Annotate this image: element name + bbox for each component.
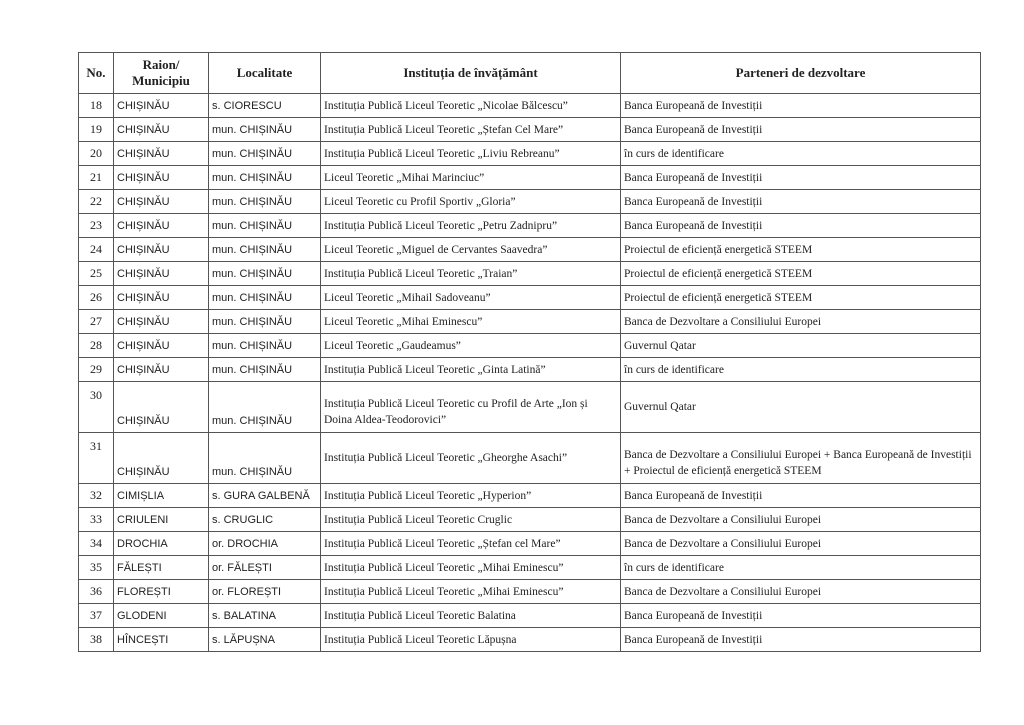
- cell-parteneri: Banca Europeană de Investiții: [621, 214, 981, 238]
- cell-no: 25: [79, 262, 114, 286]
- cell-institutia: Instituția Publică Liceul Teoretic „Traian”: [321, 262, 621, 286]
- cell-no: 37: [79, 604, 114, 628]
- cell-institutia: Liceul Teoretic cu Profil Sportiv „Gloria”: [321, 190, 621, 214]
- cell-localitate: mun. CHIȘINĂU: [209, 238, 321, 262]
- cell-localitate: mun. CHIȘINĂU: [209, 190, 321, 214]
- cell-raion: CHIȘINĂU: [114, 142, 209, 166]
- cell-institutia: Instituția Publică Liceul Teoretic „Hyperion”: [321, 484, 621, 508]
- cell-parteneri: Banca de Dezvoltare a Consiliului Europei: [621, 532, 981, 556]
- cell-localitate: mun. CHIȘINĂU: [209, 286, 321, 310]
- table-row: [79, 238, 981, 262]
- schools-table: [78, 52, 981, 652]
- cell-raion: CHIȘINĂU: [114, 382, 209, 433]
- cell-raion: CHIȘINĂU: [114, 190, 209, 214]
- cell-parteneri: Banca Europeană de Investiții: [621, 118, 981, 142]
- table-row: [79, 286, 981, 310]
- cell-institutia: Instituția Publică Liceul Teoretic „Nicolae Bălcescu”: [321, 94, 621, 118]
- cell-institutia: Instituția Publică Liceul Teoretic „Mihai Eminescu”: [321, 580, 621, 604]
- table-row: [79, 580, 981, 604]
- cell-raion: GLODENI: [114, 604, 209, 628]
- cell-raion: CIMIȘLIA: [114, 484, 209, 508]
- cell-localitate: s. CIORESCU: [209, 94, 321, 118]
- cell-institutia: Instituția Publică Liceul Teoretic „Mihai Eminescu”: [321, 556, 621, 580]
- cell-institutia: Instituția Publică Liceul Teoretic cu Profil de Arte „Ion și Doina Aldea-Teodorovici”: [321, 382, 621, 433]
- cell-no: 32: [79, 484, 114, 508]
- cell-parteneri: Proiectul de eficiență energetică STEEM: [621, 238, 981, 262]
- table-row: [79, 94, 981, 118]
- header-raion: Raion/ Municipiu: [114, 53, 209, 94]
- cell-parteneri: Banca Europeană de Investiții: [621, 604, 981, 628]
- cell-localitate: or. FĂLEȘTI: [209, 556, 321, 580]
- cell-no: 24: [79, 238, 114, 262]
- cell-no: 33: [79, 508, 114, 532]
- cell-raion: CHIȘINĂU: [114, 166, 209, 190]
- table-row: [79, 556, 981, 580]
- table-row: [79, 484, 981, 508]
- cell-localitate: mun. CHIȘINĂU: [209, 214, 321, 238]
- cell-localitate: s. CRUGLIC: [209, 508, 321, 532]
- cell-localitate: mun. CHIȘINĂU: [209, 166, 321, 190]
- table-row: [79, 166, 981, 190]
- document-table-container: [78, 52, 980, 652]
- cell-no: 28: [79, 334, 114, 358]
- cell-institutia: Liceul Teoretic „Miguel de Cervantes Saavedra”: [321, 238, 621, 262]
- header-parteneri: Parteneri de dezvoltare: [621, 53, 981, 94]
- table-row: [79, 628, 981, 652]
- cell-no: 20: [79, 142, 114, 166]
- cell-parteneri: Banca Europeană de Investiții: [621, 94, 981, 118]
- cell-parteneri: Banca de Dezvoltare a Consiliului Europei: [621, 310, 981, 334]
- cell-raion: CRIULENI: [114, 508, 209, 532]
- cell-institutia: Liceul Teoretic „Mihai Eminescu”: [321, 310, 621, 334]
- cell-localitate: mun. CHIȘINĂU: [209, 118, 321, 142]
- cell-parteneri: Guvernul Qatar: [621, 382, 981, 433]
- cell-no: 36: [79, 580, 114, 604]
- cell-raion: CHIȘINĂU: [114, 358, 209, 382]
- header-no: No.: [79, 53, 114, 94]
- table-row: [79, 358, 981, 382]
- header-localitate: Localitate: [209, 53, 321, 94]
- cell-parteneri: în curs de identificare: [621, 556, 981, 580]
- cell-no: 34: [79, 532, 114, 556]
- cell-parteneri: Banca Europeană de Investiții: [621, 166, 981, 190]
- table-row: [79, 382, 981, 433]
- cell-localitate: mun. CHIȘINĂU: [209, 262, 321, 286]
- table-header-row: [79, 53, 981, 94]
- table-row: [79, 310, 981, 334]
- table-row: [79, 604, 981, 628]
- cell-no: 35: [79, 556, 114, 580]
- cell-parteneri: în curs de identificare: [621, 358, 981, 382]
- cell-no: 21: [79, 166, 114, 190]
- cell-raion: CHIȘINĂU: [114, 310, 209, 334]
- cell-localitate: s. GURA GALBENĂ: [209, 484, 321, 508]
- header-institutia: Instituția de învățământ: [321, 53, 621, 94]
- cell-institutia: Instituția Publică Liceul Teoretic „Ginta Latină”: [321, 358, 621, 382]
- cell-parteneri: în curs de identificare: [621, 142, 981, 166]
- table-row: [79, 262, 981, 286]
- cell-parteneri: Proiectul de eficiență energetică STEEM: [621, 262, 981, 286]
- cell-institutia: Instituția Publică Liceul Teoretic Lăpușna: [321, 628, 621, 652]
- cell-localitate: mun. CHIȘINĂU: [209, 310, 321, 334]
- cell-raion: HÎNCEȘTI: [114, 628, 209, 652]
- cell-institutia: Instituția Publică Liceul Teoretic „Ștefan cel Mare”: [321, 532, 621, 556]
- cell-parteneri: Banca de Dezvoltare a Consiliului Europei + Banca Europeană de Investiții + Proiectul de eficiență energetică STEEM: [621, 433, 981, 484]
- cell-no: 18: [79, 94, 114, 118]
- cell-institutia: Instituția Publică Liceul Teoretic „Gheorghe Asachi”: [321, 433, 621, 484]
- cell-raion: CHIȘINĂU: [114, 334, 209, 358]
- cell-localitate: mun. CHIȘINĂU: [209, 382, 321, 433]
- cell-no: 23: [79, 214, 114, 238]
- cell-raion: FĂLEȘTI: [114, 556, 209, 580]
- cell-localitate: mun. CHIȘINĂU: [209, 358, 321, 382]
- cell-localitate: mun. CHIȘINĂU: [209, 334, 321, 358]
- cell-parteneri: Guvernul Qatar: [621, 334, 981, 358]
- cell-raion: CHIȘINĂU: [114, 286, 209, 310]
- cell-localitate: mun. CHIȘINĂU: [209, 142, 321, 166]
- cell-institutia: Instituția Publică Liceul Teoretic Balatina: [321, 604, 621, 628]
- cell-parteneri: Proiectul de eficiență energetică STEEM: [621, 286, 981, 310]
- cell-raion: FLOREȘTI: [114, 580, 209, 604]
- cell-institutia: Liceul Teoretic „Gaudeamus”: [321, 334, 621, 358]
- cell-institutia: Instituția Publică Liceul Teoretic „Petru Zadnipru”: [321, 214, 621, 238]
- cell-no: 29: [79, 358, 114, 382]
- cell-institutia: Liceul Teoretic „Mihail Sadoveanu”: [321, 286, 621, 310]
- cell-raion: CHIȘINĂU: [114, 433, 209, 484]
- cell-no: 38: [79, 628, 114, 652]
- cell-parteneri: Banca de Dezvoltare a Consiliului Europei: [621, 580, 981, 604]
- table-row: [79, 433, 981, 484]
- cell-institutia: Instituția Publică Liceul Teoretic „Ștefan Cel Mare”: [321, 118, 621, 142]
- cell-no: 26: [79, 286, 114, 310]
- table-row: [79, 334, 981, 358]
- cell-localitate: s. BALATINA: [209, 604, 321, 628]
- cell-raion: DROCHIA: [114, 532, 209, 556]
- cell-parteneri: Banca de Dezvoltare a Consiliului Europei: [621, 508, 981, 532]
- cell-parteneri: Banca Europeană de Investiții: [621, 628, 981, 652]
- table-row: [79, 508, 981, 532]
- table-row: [79, 118, 981, 142]
- cell-localitate: or. FLOREȘTI: [209, 580, 321, 604]
- table-row: [79, 142, 981, 166]
- cell-institutia: Instituția Publică Liceul Teoretic Cruglic: [321, 508, 621, 532]
- cell-raion: CHIȘINĂU: [114, 238, 209, 262]
- cell-raion: CHIȘINĂU: [114, 214, 209, 238]
- cell-no: 30: [79, 382, 114, 433]
- cell-no: 31: [79, 433, 114, 484]
- cell-parteneri: Banca Europeană de Investiții: [621, 190, 981, 214]
- cell-no: 22: [79, 190, 114, 214]
- table-row: [79, 214, 981, 238]
- cell-raion: CHIȘINĂU: [114, 118, 209, 142]
- table-row: [79, 532, 981, 556]
- cell-institutia: Liceul Teoretic „Mihai Marinciuc”: [321, 166, 621, 190]
- cell-no: 19: [79, 118, 114, 142]
- cell-localitate: mun. CHIȘINĂU: [209, 433, 321, 484]
- cell-institutia: Instituția Publică Liceul Teoretic „Liviu Rebreanu”: [321, 142, 621, 166]
- cell-no: 27: [79, 310, 114, 334]
- cell-raion: CHIȘINĂU: [114, 94, 209, 118]
- table-row: [79, 190, 981, 214]
- cell-localitate: s. LĂPUȘNA: [209, 628, 321, 652]
- cell-raion: CHIȘINĂU: [114, 262, 209, 286]
- cell-localitate: or. DROCHIA: [209, 532, 321, 556]
- cell-parteneri: Banca Europeană de Investiții: [621, 484, 981, 508]
